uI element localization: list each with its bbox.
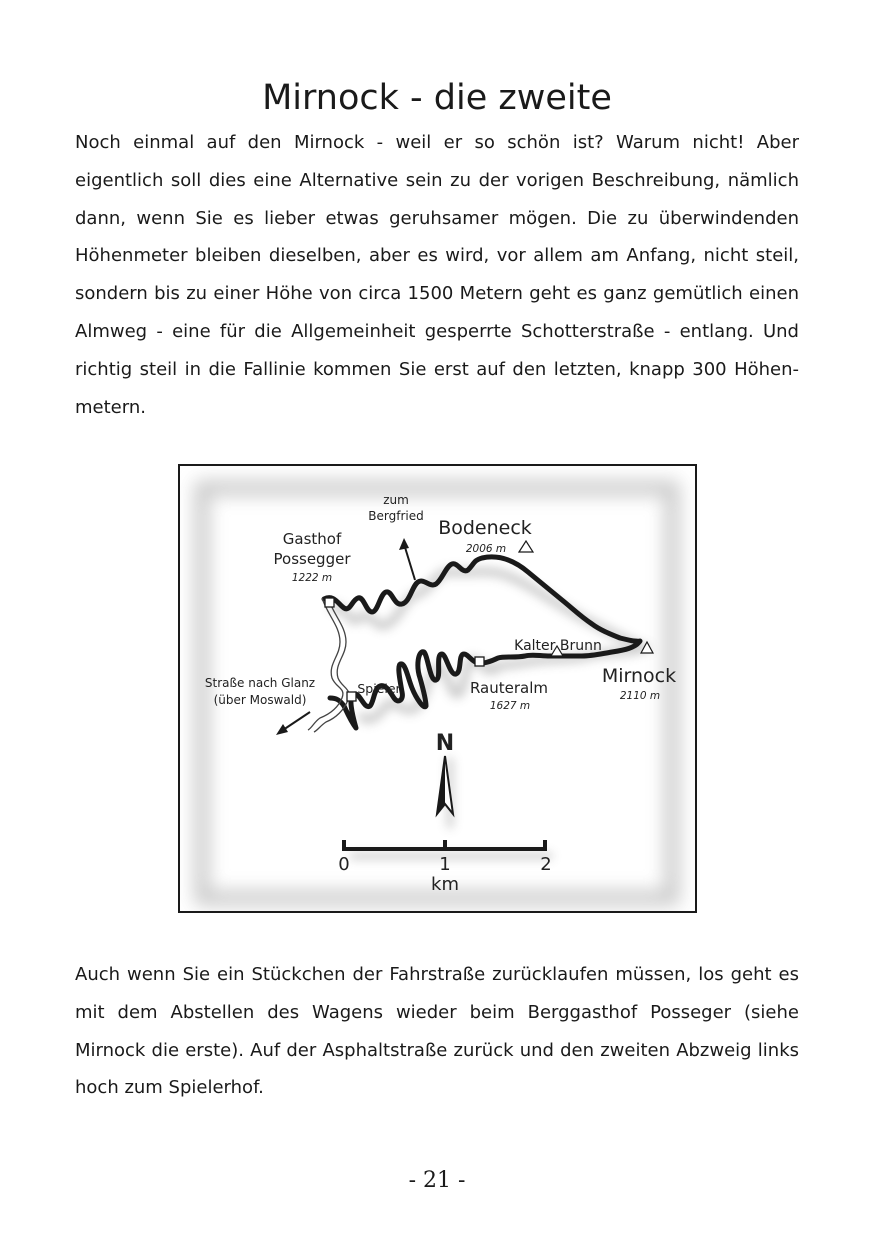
label-rauteralm-altitude: 1627 m: [489, 700, 531, 712]
rauteralm-marker: [475, 657, 484, 666]
page-number: - 21 -: [408, 1168, 466, 1193]
label-mirnock-altitude: 2110 m: [619, 690, 661, 702]
text-line: Noch einmal auf den Mirnock - weil er so schön ist? Warum nicht! Aber: [75, 132, 799, 153]
label-zum: zum: [383, 493, 409, 507]
scale-label-2: 2: [540, 854, 552, 875]
label-gasthof: Gasthof: [282, 530, 342, 548]
arrow-to-glanz: [276, 712, 310, 735]
bodeneck-summit-icon: [519, 541, 533, 552]
directions-paragraph: [75, 956, 799, 1107]
arrow-to-bergfried: [399, 538, 415, 580]
label-bergfried: Bergfried: [368, 509, 424, 523]
text-line: sondern bis zu einer Höhe von circa 1500 Metern geht es ganz gemütlich einen: [75, 283, 799, 305]
label-mirnock: Mirnock: [601, 665, 677, 687]
label-spieler: Spieler: [357, 681, 401, 696]
text-line: hoch zum Spielerhof.: [75, 1077, 264, 1099]
north-label: N: [435, 731, 455, 756]
text-line: Höhenmeter bleiben dieselben, aber es wird, vor allem am Anfang, nicht steil,: [75, 245, 799, 267]
text-line: Almweg - eine für die Allgemeinheit gesperrte Schotterstraße - entlang. Und: [75, 320, 799, 342]
route-map-drawing: [180, 466, 695, 911]
label-bodeneck: Bodeneck: [438, 517, 532, 539]
page-title: Mirnock - die zweite: [262, 78, 612, 118]
spieler-marker: [347, 692, 356, 701]
label-kalter-brunn: Kalter Brunn: [514, 638, 602, 654]
text-line: Auch wenn Sie ein Stückchen der Fahrstraße zurücklaufen müssen, los geht es: [75, 964, 799, 985]
label-possegger-altitude: 1222 m: [291, 572, 333, 584]
label-ueber-moswald: (über Moswald): [213, 693, 307, 707]
intro-paragraph: [75, 124, 799, 426]
scale-label-1: 1: [439, 854, 451, 875]
text-line: mit dem Abstellen des Wagens wieder beim Berggasthof Posseger (siehe: [75, 1001, 799, 1023]
label-rauteralm: Rauteralm: [469, 679, 549, 697]
scale-bar: [343, 840, 546, 851]
text-line: eigentlich soll dies eine Alternative sein zu der vorigen Beschreibung, nämlich: [75, 169, 799, 191]
label-strasse-glanz: Straße nach Glanz: [204, 676, 316, 690]
label-possegger: Possegger: [273, 550, 351, 568]
gasthof-marker: [325, 598, 334, 607]
scale-label-0: 0: [338, 854, 350, 875]
text-line: richtig steil in die Fallinie kommen Sie erst auf den letzten, knapp 300 Höhen-: [75, 358, 799, 380]
scale-unit: km: [431, 874, 459, 895]
text-line: metern.: [75, 396, 146, 418]
route-map: [178, 464, 697, 913]
asphalt-road: [308, 598, 349, 732]
text-line: Mirnock die erste). Auf der Asphaltstraße zurück und den zweiten Abzweig links: [75, 1039, 799, 1061]
text-line: dann, wenn Sie es lieber etwas geruhsamer mögen. Die zu überwindenden: [75, 207, 799, 229]
label-bodeneck-altitude: 2006 m: [465, 543, 507, 555]
